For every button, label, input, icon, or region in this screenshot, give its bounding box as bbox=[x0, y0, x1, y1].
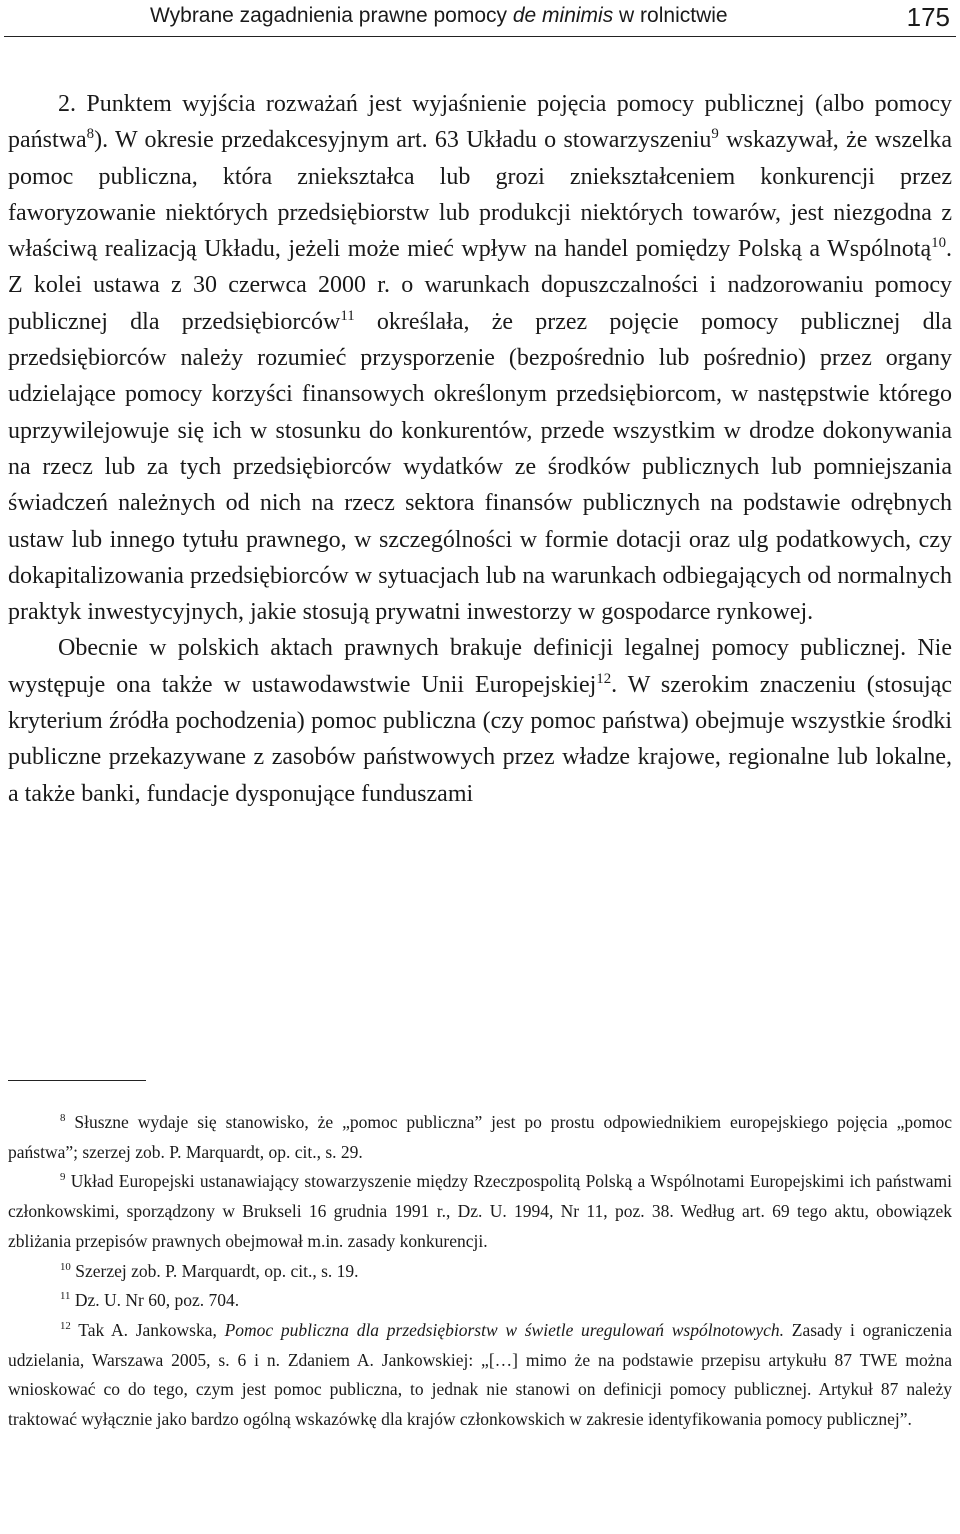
paragraph-2 bbox=[8, 630, 952, 811]
footnote-11 bbox=[8, 1286, 952, 1316]
footnote-italic-title: Pomoc publiczna dla przedsiębiorstw w świetle uregulowań wspólnotowych. bbox=[224, 1319, 785, 1340]
text-span: określała, że przez pojęcie pomocy publicznej dla przedsiębiorców należy rozumieć przysporzenie (bezpośrednio lub pośrednio) przez organy udzielające pomocy korzyści finansowych określonym przedsiębiorcom, w następstwie którego uprzywilejowuje się ich w stosunku do konkurentów, przede wszystkim w drodze dokonywania na rzecz lub za tych przedsiębiorców wydatków ze środków publicznych lub pomniejszania świadczeń należnych od nich na rzecz sektora finansów publicznych na podstawie odrębnych ustaw lub innego tytułu prawnego, w szczególności w formie dotacji oraz ulg podatkowych, czy dokapitalizowania przedsiębiorców w sytuacjach lub na warunkach odbiegających od normalnych praktyk inwestycyjnych, jakie stosują prywatni inwestorzy w gospodarce rynkowej. bbox=[8, 308, 952, 626]
footnote-10 bbox=[8, 1257, 952, 1287]
footnote-text: Dz. U. Nr 60, poz. 704. bbox=[70, 1290, 240, 1311]
text-span: . Z kolei ustawa z 30 czerwca 2000 r. o warunkach dopuszczalności i nadzorowaniu pomocy publicznej dla przedsiębiorców bbox=[8, 236, 952, 335]
footnote-8 bbox=[8, 1108, 952, 1167]
footnote-ref-12[interactable]: 12 bbox=[596, 670, 612, 687]
footnote-number: 8 bbox=[60, 1112, 66, 1125]
main-text bbox=[8, 86, 952, 812]
text-span: . W szerokim znaczeniu (stosując kryterium źródła pochodzenia) pomoc publiczna (czy pomoc państwa) obejmuje wszystkie środki publiczne przekazywane z zasobów państwowych przez władze krajowe, regionalne lub lokalne, a także banki, fundacje dysponujące funduszami bbox=[8, 671, 953, 807]
footnote-9 bbox=[8, 1167, 952, 1256]
footnote-text: Tak A. Jankowska, bbox=[70, 1319, 225, 1340]
footnote-number: 9 bbox=[60, 1171, 66, 1184]
running-title-suffix: w rolnictwie bbox=[613, 4, 728, 27]
footnote-ref-10[interactable]: 10 bbox=[931, 235, 946, 252]
running-title-italic: de minimis bbox=[512, 4, 614, 27]
running-title bbox=[150, 4, 728, 28]
footnote-number: 11 bbox=[60, 1290, 71, 1303]
footnote-12 bbox=[8, 1316, 952, 1435]
running-title-prefix: Wybrane zagadnienia prawne pomocy bbox=[150, 4, 513, 27]
footnote-number: 12 bbox=[60, 1320, 71, 1333]
text-span: ). W okresie przedakcesyjnym art. 63 Układu o stowarzyszeniu bbox=[94, 127, 712, 154]
text-span: 2. Punktem wyjścia rozważań jest wyjaśnienie pojęcia pomocy publicznej (albo pomocy państwa bbox=[8, 91, 952, 154]
footnote-number: 10 bbox=[60, 1260, 71, 1273]
footnote-text: Zasady i ograniczenia udzielania, Warszawa 2005, s. 6 i n. Zdaniem A. Jankowskiej: „[…] mimo że na podstawie przepisu artykułu 87 TWE można wnioskować co do tego, czym jest pomoc publiczna, to jednak nie stanowi on definicji pomocy publicznej. Artykuł 87 należy traktować wyłącznie jako bardzo ogólną wskazówkę dla krajów członkowskich w zakresie identyfikowania pomocy publicznej”. bbox=[8, 1319, 952, 1430]
footnotes bbox=[8, 1108, 952, 1435]
text-span: Obecnie w polskich aktach prawnych brakuje definicji legalnej pomocy publicznej. Nie występuje ona także w ustawodawstwie Unii Europejskiej bbox=[8, 635, 952, 698]
footnote-text: Szerzej zob. P. Marquardt, op. cit., s. 19. bbox=[70, 1260, 359, 1281]
text-span: wskazywał, że wszelka pomoc publiczna, która zniekształca lub grozi zniekształceniem konkurencji przez faworyzowanie niektórych przedsiębiorstw lub produkcji niektórych towarów, jest niezgodna z właściwą realizacją Układu, jeżeli może mieć wpływ na handel pomiędzy Polską a Wspólnotą bbox=[8, 127, 952, 263]
page-number: 175 bbox=[906, 2, 950, 32]
footnote-ref-8[interactable]: 8 bbox=[86, 126, 95, 143]
footnote-ref-11[interactable]: 11 bbox=[340, 307, 355, 324]
footnote-ref-9[interactable]: 9 bbox=[711, 126, 719, 143]
running-header bbox=[4, 0, 956, 37]
footnote-text: Słuszne wydaje się stanowisko, że „pomoc publiczna” jest po prostu odpowiednikiem europejskiego pojęcia „pomoc państwa”; szerzej zob. P. Marquardt, op. cit., s. 29. bbox=[8, 1112, 952, 1162]
paragraph-1 bbox=[8, 86, 952, 630]
footnote-text: Układ Europejski ustanawiający stowarzyszenie między Rzeczpospolitą Polską a Wspólnotami Europejskimi ich państwami członkowskimi, sporządzony w Brukseli 16 grudnia 1991 r., Dz. U. 1994, Nr 11, poz. 38. Według art. 69 tego aktu, obowiązek zbliżania przepisów prawnych obejmował m.in. zasady konkurencji. bbox=[8, 1171, 952, 1251]
footnote-separator bbox=[8, 1080, 146, 1081]
